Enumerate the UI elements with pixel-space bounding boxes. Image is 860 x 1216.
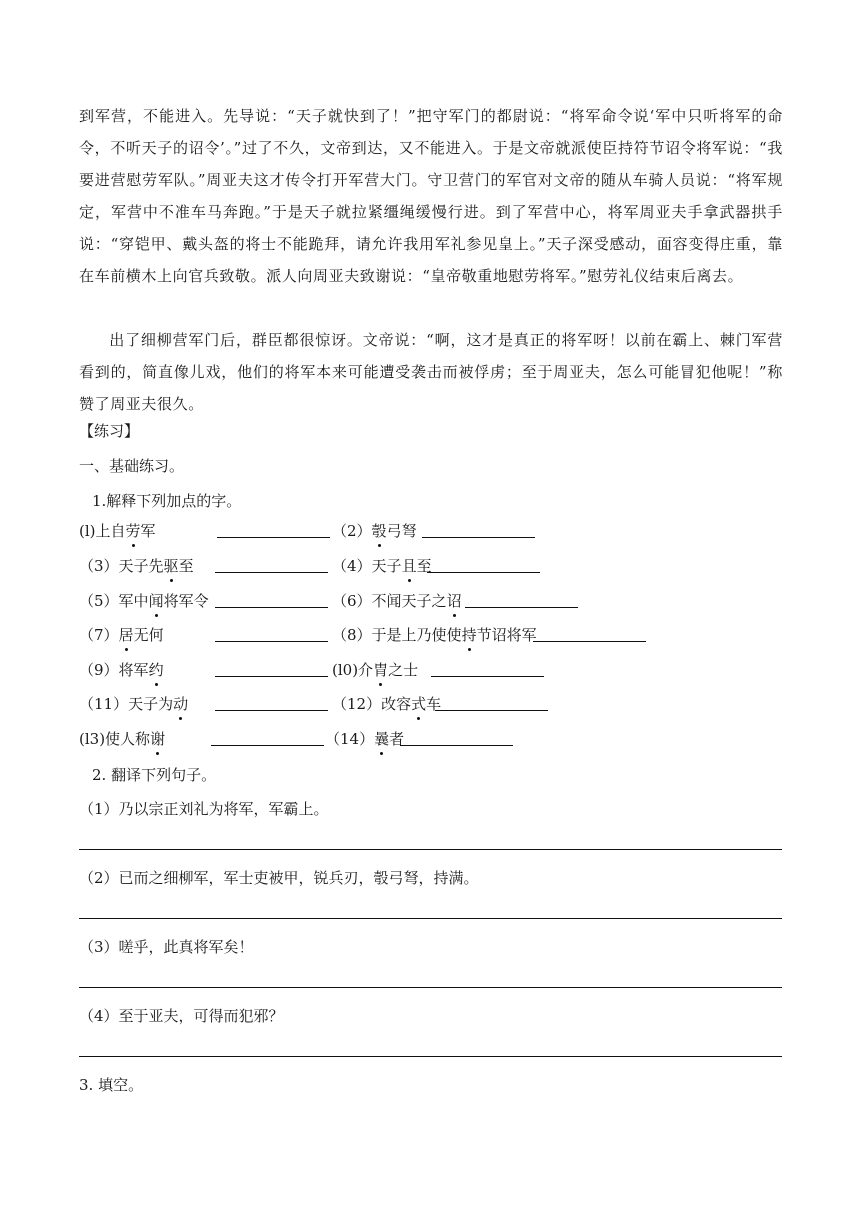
answer-line-2[interactable] (79, 918, 782, 919)
q1-row-3 (79, 590, 779, 612)
translation-paragraph-2: 出了细柳营军门后，群臣都很惊讶。文帝说：“啊，这才是真正的将军呀！以前在霸上、棘门军营看到的，简直像儿戏，他们的将军本来可能遭受袭击而被俘虏；至于周亚夫，怎么可能冒犯他呢！”称赞了周亚夫很久。 (79, 331, 783, 413)
question-1-title: 1.解释下列加点的字。 (92, 492, 242, 510)
q1-row-1 (79, 520, 779, 542)
q1-item-9: （9）将军约 (79, 661, 164, 679)
q1-row-5 (79, 659, 779, 681)
q2-sentence-1: （1）乃以宗正刘礼为将军，军霸上。 (79, 800, 329, 818)
section-one-heading: 一、基础练习。 (79, 457, 185, 475)
q1-item-14: （14）曩者 (325, 730, 405, 748)
answer-blank-3[interactable] (215, 555, 328, 573)
answer-blank-6[interactable] (465, 590, 578, 608)
q2-sentence-4: （4）至于亚夫，可得而犯邪？ (79, 1007, 284, 1025)
q1-item-11: （11）天子为动 (79, 695, 189, 713)
q1-item-2: （2）彀弓弩 (332, 522, 417, 540)
q1-item-13: (l3)使人称谢 (79, 730, 166, 748)
answer-blank-14[interactable] (400, 728, 513, 746)
q1-item-3: （3）天子先驱至 (79, 557, 194, 575)
answer-blank-12[interactable] (435, 693, 548, 711)
q1-item-1: (l)上自劳军 (79, 522, 156, 540)
answer-blank-4[interactable] (427, 555, 540, 573)
q1-row-6 (79, 693, 779, 715)
q1-item-8: （8）于是上乃使使持节诏将军 (332, 626, 537, 644)
translation-paragraph-1: 到军营，不能进入。先导说：“天子就快到了！”把守军门的都尉说：“将军命令说‘军中只听将军的命令，不听天子的诏令’。”过了不久，文帝到达，又不能进入。于是文帝就派使臣持符节诏令将军说：“我要进营慰劳军队。”周亚夫这才传令打开军营大门。守卫营门的军官对文帝的随从车骑人员说：“将军规定，军营中不准车马奔跑。”于是天子就拉紧缰绳缓慢行进。到了军营中心，将军周亚夫手拿武器拱手说：“穿铠甲、戴头盔的将士不能跪拜，请允许我用军礼参见皇上。”天子深受感动，面容变得庄重，靠在车前横木上向官兵致敬。派人向周亚夫致谢说：“皇帝敬重地慰劳将军。”慰劳礼仪结束后离去。 (79, 107, 783, 285)
q1-item-4: （4）天子且至 (332, 557, 432, 575)
answer-line-3[interactable] (79, 987, 782, 988)
q1-item-10: (l0)介胄之士 (332, 661, 419, 679)
q1-item-7: （7）居无何 (79, 626, 164, 644)
practice-heading: 【练习】 (79, 422, 140, 440)
q1-row-2 (79, 555, 779, 577)
q1-item-6: （6）不闻天子之诏 (332, 592, 462, 610)
q1-item-12: （12）改容式车 (332, 695, 442, 713)
answer-blank-13[interactable] (211, 728, 324, 746)
q1-row-7 (79, 728, 779, 750)
answer-blank-7[interactable] (215, 624, 328, 642)
question-3-title: 3. 填空。 (79, 1076, 144, 1094)
answer-blank-1[interactable] (217, 520, 330, 538)
answer-line-4[interactable] (79, 1056, 782, 1057)
q2-sentence-2: （2）已而之细柳军，军士吏被甲，锐兵刃，彀弓弩，持满。 (79, 869, 479, 887)
q1-item-5: （5）军中闻将军令 (79, 592, 209, 610)
answer-blank-2[interactable] (422, 520, 535, 538)
q1-row-4 (79, 624, 779, 646)
question-2-title: 2. 翻译下列句子。 (92, 766, 217, 784)
answer-blank-5[interactable] (215, 590, 328, 608)
answer-blank-11[interactable] (215, 693, 328, 711)
q2-sentence-3: （3）嗟乎，此真将军矣！ (79, 938, 254, 956)
answer-blank-9[interactable] (215, 659, 328, 677)
answer-line-1[interactable] (79, 849, 782, 850)
answer-blank-10[interactable] (431, 659, 544, 677)
answer-blank-8[interactable] (533, 624, 646, 642)
